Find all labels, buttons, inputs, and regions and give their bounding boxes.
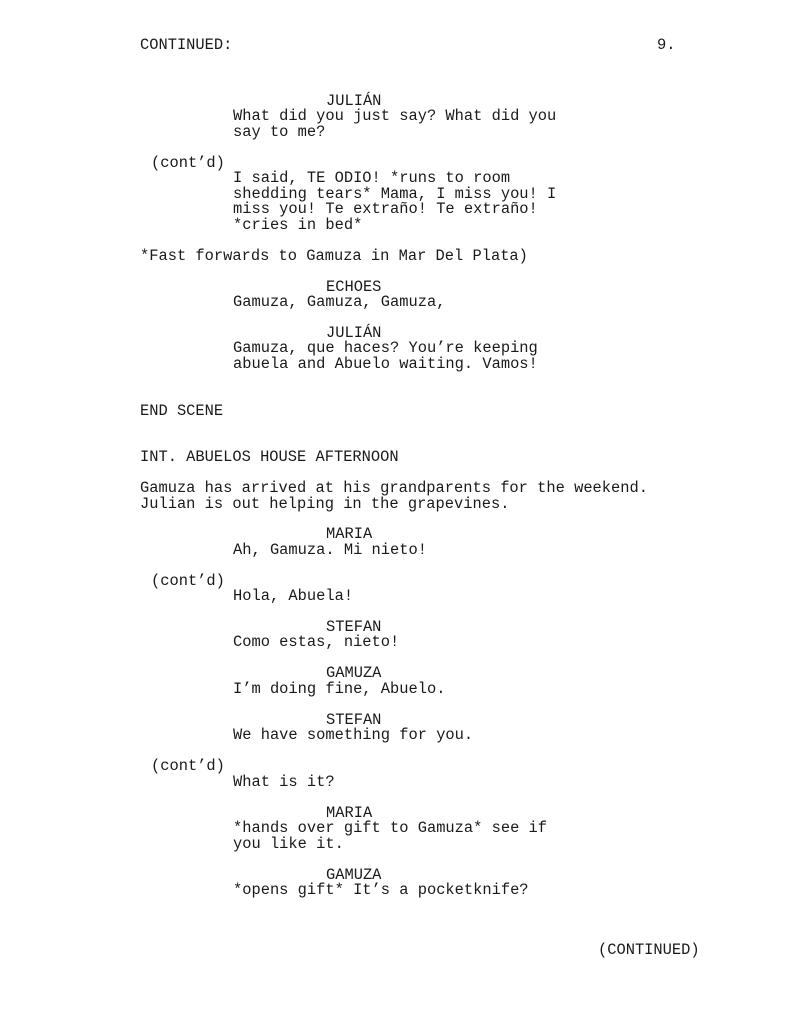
character-name-julian: JULIÁN [326,92,382,110]
dialogue-contd: I said, TE ODIO! *runs to room shedding tears* Mama, I miss you! I miss you! Te extraño! Te extraño! *cries in bed* [233,169,557,234]
character-name-julian: JULIÁN [326,324,382,342]
dialogue-contd: Hola, Abuela! [233,587,354,605]
dialogue-julian: What did you just say? What did you say to me? [233,107,557,141]
dialogue-stefan: We have something for you. [233,726,474,744]
page-header-continued: CONTINUED: [140,36,233,54]
character-name-maria: MARIA [326,525,373,543]
character-name-stefan: STEFAN [326,711,382,729]
dialogue-contd: What is it? [233,773,335,791]
dialogue-gamuza: I’m doing fine, Abuelo. [233,680,446,698]
action-line: *Fast forwards to Gamuza in Mar Del Plata) [140,247,528,265]
scene-heading: INT. ABUELOS HOUSE AFTERNOON [140,448,399,466]
action-line: Gamuza has arrived at his grandparents for the weekend. Julian is out helping in the grapevines. [140,479,648,513]
character-name-gamuza: GAMUZA [326,664,382,682]
parenthetical-contd: (cont’d) [151,154,225,172]
parenthetical-contd: (cont’d) [151,572,225,590]
footer-continued: (CONTINUED) [598,941,700,959]
dialogue-gamuza: *opens gift* It’s a pocketknife? [233,881,529,899]
dialogue-echoes: Gamuza, Gamuza, Gamuza, [233,293,446,311]
transition-end-scene: END SCENE [140,402,224,420]
character-name-echoes: ECHOES [326,278,382,296]
character-name-stefan: STEFAN [326,618,382,636]
dialogue-stefan: Como estas, nieto! [233,633,400,651]
parenthetical-contd: (cont’d) [151,757,225,775]
dialogue-maria: *hands over gift to Gamuza* see if you like it. [233,819,548,853]
character-name-maria: MARIA [326,804,373,822]
dialogue-maria: Ah, Gamuza. Mi nieto! [233,541,427,559]
dialogue-julian: Gamuza, que haces? You’re keeping abuela and Abuelo waiting. Vamos! [233,339,538,373]
character-name-gamuza: GAMUZA [326,866,382,884]
page-number: 9. [657,36,676,54]
